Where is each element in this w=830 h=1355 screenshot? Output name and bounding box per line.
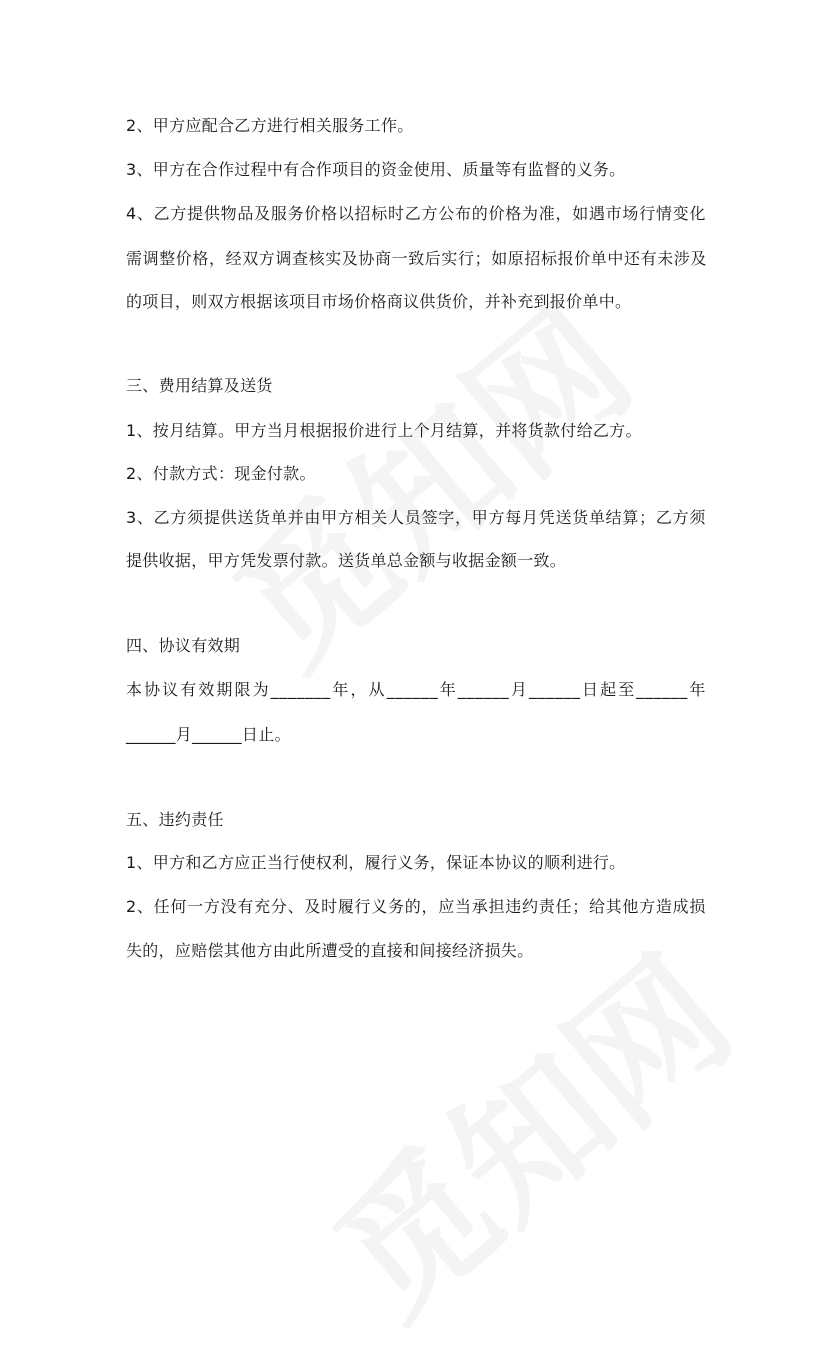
watermark — [283, 901, 767, 1355]
section-3-item-3-line-1: 3、乙方须提供送货单并由甲方相关人员签字，甲方每月凭送货单结算；乙方须 — [126, 508, 706, 527]
section-4-heading: 四、协议有效期 — [126, 636, 241, 655]
section-3-item-3-line-2: 提供收据，甲方凭发票付款。送货单总金额与收据金额一致。 — [126, 551, 567, 570]
obligation-item-4-line-3: 的项目，则双方根据该项目市场价格商议供货价，并补充到报价单中。 — [126, 292, 632, 311]
section-5-item-2-line-2: 失的，应赔偿其他方由此所遭受的直接和间接经济损失。 — [126, 941, 534, 960]
section-5-item-1: 1、甲方和乙方应正当行使权利，履行义务，保证本协议的顺利进行。 — [126, 853, 626, 872]
obligation-item-3: 3、甲方在合作过程中有合作项目的资金使用、质量等有监督的义务。 — [126, 160, 626, 179]
section-3-heading: 三、费用结算及送货 — [126, 376, 273, 395]
section-4-line-2: ______月______日止。 — [126, 725, 291, 744]
obligation-item-4-line-2: 需调整价格，经双方调查核实及协商一致后实行；如原招标报价单中还有未涉及 — [126, 249, 708, 268]
obligation-item-2: 2、甲方应配合乙方进行相关服务工作。 — [126, 116, 414, 135]
section-5-heading: 五、违约责任 — [126, 810, 224, 829]
section-5-item-2-line-1: 2、任何一方没有充分、及时履行义务的，应当承担违约责任；给其他方造成损 — [126, 897, 706, 916]
obligation-item-4-line-1: 4、乙方提供物品及服务价格以招标时乙方公布的价格为准，如遇市场行情变化 — [126, 204, 706, 223]
section-3-item-1: 1、按月结算。甲方当月根据报价进行上个月结算，并将货款付给乙方。 — [126, 421, 642, 440]
section-4-line-1: 本协议有效期限为_______年，从______年______月______日起至______年 — [126, 680, 706, 699]
section-3-item-2: 2、付款方式：现金付款。 — [126, 464, 316, 483]
